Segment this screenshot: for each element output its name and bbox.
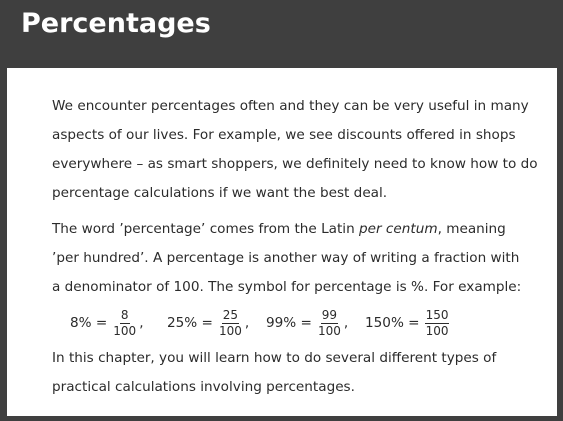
definition-paragraph bbox=[52, 215, 542, 302]
chapter-intro-line: In this chapter, you will learn how to do several different types of bbox=[52, 350, 497, 366]
example-lhs: 150% = bbox=[365, 315, 420, 331]
percentage-example bbox=[167, 308, 249, 338]
fraction-numerator: 99 bbox=[321, 307, 338, 322]
latin-term: per centum bbox=[359, 221, 438, 237]
definition-line: ’per hundred’. A percentage is another way of writing a fraction with bbox=[52, 250, 520, 266]
example-lhs: 8% = bbox=[70, 315, 108, 331]
intro-line: everywhere – as smart shoppers, we definitely need to know how to do bbox=[52, 156, 538, 172]
content-panel bbox=[7, 68, 557, 416]
example-lhs: 25% = bbox=[167, 315, 213, 331]
chapter-intro-paragraph bbox=[52, 344, 542, 402]
intro-line: percentage calculations if we want the best deal. bbox=[52, 185, 388, 201]
example-lhs: 99% = bbox=[266, 315, 312, 331]
fraction-denominator: 100 bbox=[317, 323, 341, 338]
example-separator: , bbox=[343, 315, 349, 331]
percentage-example bbox=[70, 308, 144, 338]
fraction-numerator: 25 bbox=[222, 307, 239, 322]
fraction bbox=[425, 309, 450, 338]
fraction bbox=[218, 309, 243, 338]
chapter-intro-line: practical calculations involving percentages. bbox=[52, 379, 355, 395]
fraction-numerator: 8 bbox=[120, 307, 129, 322]
intro-paragraph bbox=[52, 92, 542, 208]
fraction-denominator: 100 bbox=[218, 323, 242, 338]
intro-line: aspects of our lives. For example, we see discounts offered in shops bbox=[52, 127, 516, 143]
fraction-numerator: 150 bbox=[425, 307, 449, 322]
fraction-denominator: 100 bbox=[113, 323, 137, 338]
definition-text: The word ’percentage’ comes from the Latin bbox=[52, 221, 360, 237]
example-separator: , bbox=[139, 315, 144, 331]
percentage-example bbox=[365, 308, 451, 338]
definition-line bbox=[52, 215, 542, 244]
definition-line: a denominator of 100. The symbol for percentage is %. For example: bbox=[52, 279, 522, 295]
intro-line: We encounter percentages often and they can be very useful in many bbox=[52, 98, 529, 114]
fraction-denominator: 100 bbox=[425, 323, 449, 338]
definition-text: , meaning bbox=[437, 221, 506, 237]
fraction bbox=[317, 309, 342, 338]
page-title: Percentages bbox=[21, 8, 211, 39]
fraction bbox=[112, 309, 137, 338]
percentage-example bbox=[266, 308, 348, 338]
example-separator: , bbox=[244, 315, 250, 331]
